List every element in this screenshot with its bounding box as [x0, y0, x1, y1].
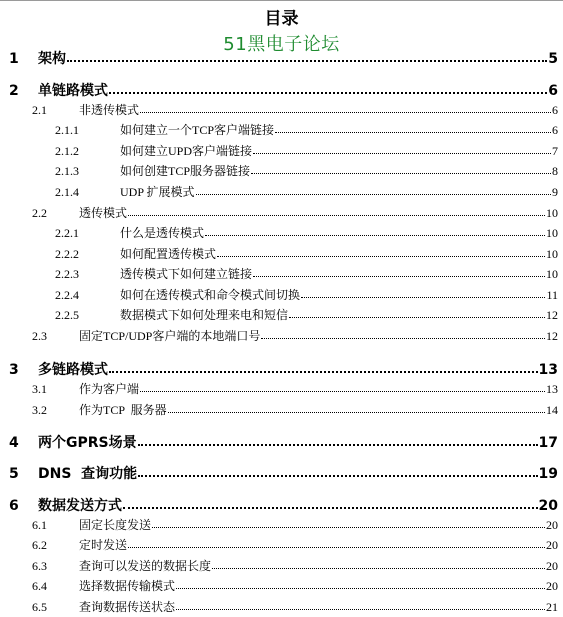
toc-entry-title: 如何建立一个TCP客户端链接 [120, 123, 275, 137]
toc-entry-page: 12 [546, 308, 558, 322]
toc-entry-number: 2.2.2 [55, 247, 79, 261]
toc-entry-number: 4 [9, 435, 19, 451]
toc-entry-title: 透传模式下如何建立链接 [120, 267, 253, 281]
toc-entry[interactable] [9, 359, 558, 379]
toc-leader-dots [109, 91, 547, 94]
toc-entry-page: 20 [546, 559, 558, 573]
toc-entry-title: 作为TCP 服务器 [79, 403, 167, 417]
toc-entry-number: 2.2.3 [55, 267, 79, 281]
toc-entry-page: 6 [552, 103, 558, 117]
toc-entry-page: 10 [546, 206, 558, 220]
toc-leader-dots [205, 234, 545, 236]
toc-entry[interactable] [55, 183, 558, 200]
toc-entry-page: 20 [546, 518, 558, 532]
toc-leader-dots [128, 546, 545, 548]
toc-leader-dots [109, 370, 538, 373]
toc-entry-title: 选择数据传输模式 [79, 579, 176, 593]
toc-entry-number: 2.1.3 [55, 164, 79, 178]
toc-entry-page: 7 [552, 144, 558, 158]
toc-entry-number: 2.1 [32, 103, 47, 117]
toc-leader-dots [301, 296, 545, 298]
toc-leader-dots [261, 337, 545, 339]
toc-entry[interactable] [9, 80, 558, 100]
toc-entry-page: 19 [538, 466, 558, 482]
toc-entry[interactable] [9, 432, 558, 452]
toc-leader-dots [253, 275, 545, 277]
toc-entry[interactable] [55, 265, 558, 282]
toc-leader-dots [140, 390, 545, 392]
toc-entry[interactable] [32, 516, 558, 533]
toc-entry[interactable] [55, 286, 558, 303]
toc-entry[interactable] [32, 536, 558, 553]
toc-leader-dots [289, 316, 545, 318]
toc-entry-number: 2.2.5 [55, 308, 79, 322]
toc-leader-dots [168, 411, 545, 413]
toc-entry-number: 2.2.1 [55, 226, 79, 240]
toc-entry[interactable] [55, 162, 558, 179]
toc-entry-page: 10 [546, 267, 558, 281]
toc-entry[interactable] [55, 142, 558, 159]
toc-entry-title: 非透传模式 [79, 103, 140, 117]
toc-entry[interactable] [9, 495, 558, 515]
toc-entry-title: 数据发送方式 [38, 498, 122, 514]
toc-entry[interactable] [32, 577, 558, 594]
toc-entry-title: 两个GPRS场景 [38, 435, 137, 451]
toc-entry-title: 什么是透传模式 [120, 226, 205, 240]
toc-entry[interactable] [55, 224, 558, 241]
toc-entry-page: 20 [546, 538, 558, 552]
toc-entry-page: 21 [546, 600, 558, 614]
toc-entry-number: 3.1 [32, 382, 47, 396]
toc-entry-page: 6 [548, 83, 558, 99]
toc-entry-number: 3.2 [32, 403, 47, 417]
toc-entry-number: 2.2 [32, 206, 47, 220]
toc-entry-number: 2.3 [32, 329, 47, 343]
toc-entry-page: 11 [546, 288, 558, 302]
toc-entry-number: 2.1.4 [55, 185, 79, 199]
toc-entry-title: 查询可以发送的数据长度 [79, 559, 212, 573]
toc-leader-dots [251, 172, 551, 174]
toc-entry[interactable] [32, 101, 558, 118]
header-rule [0, 0, 563, 1]
toc-leader-dots [123, 506, 538, 509]
toc-entry-title: 如何建立UPD客户端链接 [120, 144, 253, 158]
toc-leader-dots [67, 59, 547, 62]
toc-entry-title: 多链路模式 [38, 362, 108, 378]
toc-leader-dots [140, 111, 551, 113]
toc-entry-page: 13 [538, 362, 558, 378]
toc-leader-dots [196, 193, 551, 195]
toc-entry[interactable] [32, 380, 558, 397]
toc-entry-number: 2.1.2 [55, 144, 79, 158]
toc-leader-dots [275, 131, 551, 133]
toc-entry[interactable] [32, 598, 558, 615]
toc-leader-dots [138, 443, 538, 446]
toc-entry[interactable] [32, 204, 558, 221]
toc-entry-page: 17 [538, 435, 558, 451]
toc-entry-number: 3 [9, 362, 19, 378]
toc-entry-title: DNS 查询功能 [38, 466, 138, 482]
toc-entry-page: 9 [552, 185, 558, 199]
toc-entry-number: 5 [9, 466, 19, 482]
toc-entry-title: 数据模式下如何处理来电和短信 [120, 308, 289, 322]
toc-entry[interactable] [55, 121, 558, 138]
toc-leader-dots [176, 608, 545, 610]
toc-entry-page: 12 [546, 329, 558, 343]
page-title: 目录 [264, 9, 299, 29]
toc-entry-title: 固定长度发送 [79, 518, 152, 532]
toc-entry-title: 透传模式 [79, 206, 128, 220]
toc-entry-title: 定时发送 [79, 538, 128, 552]
toc-leader-dots [253, 152, 551, 154]
toc-leader-dots [217, 255, 545, 257]
toc-leader-dots [152, 526, 545, 528]
toc-entry-page: 14 [546, 403, 558, 417]
toc-entry-page: 20 [546, 579, 558, 593]
toc-entry[interactable] [32, 557, 558, 574]
toc-entry[interactable] [32, 401, 558, 418]
toc-entry-page: 6 [552, 123, 558, 137]
toc-entry-title: 如何配置透传模式 [120, 247, 217, 261]
toc-entry-number: 6.1 [32, 518, 47, 532]
toc-entry-title: 单链路模式 [38, 83, 108, 99]
toc-entry-number: 6.3 [32, 559, 47, 573]
toc-entry-page: 10 [546, 247, 558, 261]
toc-entry[interactable] [9, 48, 558, 68]
toc-leader-dots [176, 587, 545, 589]
toc-entry[interactable] [55, 245, 558, 262]
toc-entry-number: 2.1.1 [55, 123, 79, 137]
toc-entry-title: 作为客户端 [79, 382, 140, 396]
toc-entry-title: UDP 扩展模式 [120, 185, 195, 199]
toc-entry-title: 固定TCP/UDP客户端的本地端口号 [79, 329, 261, 343]
toc-entry-number: 6.4 [32, 579, 47, 593]
toc-entry-page: 10 [546, 226, 558, 240]
toc-entry-number: 6.5 [32, 600, 47, 614]
toc-leader-dots [212, 567, 545, 569]
toc-entry-title: 如何在透传模式和命令模式间切换 [120, 288, 301, 302]
toc-leader-dots [138, 474, 537, 477]
toc-entry[interactable] [32, 327, 558, 344]
toc-entry-page: 20 [538, 498, 558, 514]
toc-entry-number: 2.2.4 [55, 288, 79, 302]
toc-entry-title: 查询数据传送状态 [79, 600, 176, 614]
toc-entry-number: 2 [9, 83, 19, 99]
toc-entry-number: 6 [9, 498, 19, 514]
toc-entry-number: 1 [9, 51, 19, 67]
toc-leader-dots [128, 214, 545, 216]
toc-entry[interactable] [55, 306, 558, 323]
toc-entry-page: 8 [552, 164, 558, 178]
toc-entry-title: 如何创建TCP服务器链接 [120, 164, 251, 178]
toc-entry[interactable] [9, 463, 558, 483]
toc-entry-number: 6.2 [32, 538, 47, 552]
toc-entry-page: 5 [548, 51, 558, 67]
watermark-text: 51黑电子论坛 [223, 34, 340, 55]
toc-entry-title: 架构 [38, 51, 66, 67]
toc-entry-page: 13 [546, 382, 558, 396]
